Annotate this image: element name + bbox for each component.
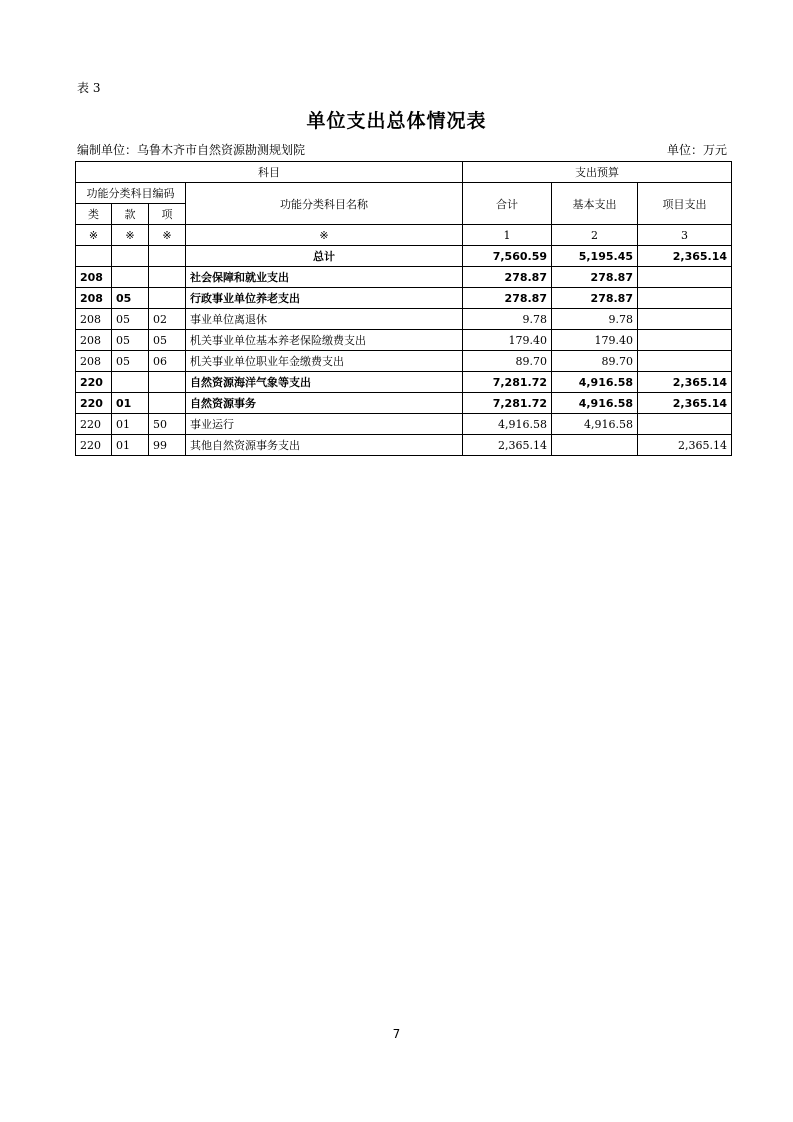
code-xiang	[149, 288, 186, 309]
code-lei: 220	[76, 414, 112, 435]
page-number: 7	[392, 1027, 401, 1041]
table-row	[76, 414, 732, 435]
code-kuan: 05	[112, 288, 149, 309]
subject-name: 机关事业单位基本养老保险缴费支出	[186, 330, 463, 351]
subject-name: 其他自然资源事务支出	[186, 435, 463, 456]
total-value: 7,281.72	[463, 393, 552, 414]
project-value	[638, 309, 732, 330]
project-value	[638, 267, 732, 288]
code-xiang	[149, 372, 186, 393]
code-kuan: 01	[112, 435, 149, 456]
code-xiang: 99	[149, 435, 186, 456]
total-value: 7,281.72	[463, 372, 552, 393]
total-value: 278.87	[463, 288, 552, 309]
mark-cell: ※	[149, 225, 186, 246]
code-kuan: 05	[112, 309, 149, 330]
total-value: 9.78	[463, 309, 552, 330]
project-value	[638, 288, 732, 309]
total-value: 7,560.59	[463, 246, 552, 267]
code-kuan	[112, 372, 149, 393]
basic-value: 4,916.58	[552, 393, 638, 414]
header-row-4	[76, 225, 732, 246]
code-xiang	[149, 246, 186, 267]
project-value	[638, 351, 732, 372]
code-lei: 220	[76, 393, 112, 414]
total-value: 4,916.58	[463, 414, 552, 435]
project-value: 2,365.14	[638, 435, 732, 456]
document-title: 单位支出总体情况表	[306, 110, 487, 132]
header-total: 合计	[463, 183, 552, 225]
project-value: 2,365.14	[638, 372, 732, 393]
table-row	[76, 435, 732, 456]
code-lei: 220	[76, 372, 112, 393]
basic-value: 89.70	[552, 351, 638, 372]
table-row	[76, 309, 732, 330]
basic-value: 5,195.45	[552, 246, 638, 267]
currency-unit: 单位：万元	[666, 143, 727, 157]
code-xiang: 50	[149, 414, 186, 435]
code-xiang	[149, 393, 186, 414]
code-lei: 208	[76, 351, 112, 372]
compiling-unit: 编制单位：乌鲁木齐市自然资源勘测规划院	[77, 143, 306, 157]
code-kuan	[112, 246, 149, 267]
basic-value: 278.87	[552, 288, 638, 309]
subject-name: 总计	[186, 246, 463, 267]
header-xiang: 项	[149, 204, 186, 225]
basic-value: 179.40	[552, 330, 638, 351]
table-row	[76, 372, 732, 393]
code-kuan: 05	[112, 351, 149, 372]
total-value: 2,365.14	[463, 435, 552, 456]
column-number-3: 3	[638, 225, 732, 246]
code-lei: 208	[76, 309, 112, 330]
code-xiang: 05	[149, 330, 186, 351]
code-lei	[76, 246, 112, 267]
basic-value: 4,916.58	[552, 372, 638, 393]
subject-name: 社会保障和就业支出	[186, 267, 463, 288]
table-row	[76, 351, 732, 372]
table-row	[76, 393, 732, 414]
table-row	[76, 330, 732, 351]
subject-name: 事业单位离退休	[186, 309, 463, 330]
expenditure-table	[75, 161, 732, 456]
project-value	[638, 414, 732, 435]
table-label: 表 3	[77, 81, 101, 95]
code-lei: 208	[76, 267, 112, 288]
header-row-2	[76, 183, 732, 204]
code-lei: 208	[76, 330, 112, 351]
subject-name: 行政事业单位养老支出	[186, 288, 463, 309]
header-subject-name: 功能分类科目名称	[186, 183, 463, 225]
code-kuan: 01	[112, 393, 149, 414]
code-lei: 208	[76, 288, 112, 309]
project-value: 2,365.14	[638, 393, 732, 414]
table-row	[76, 267, 732, 288]
subject-name: 自然资源事务	[186, 393, 463, 414]
header-project: 项目支出	[638, 183, 732, 225]
mark-cell: ※	[76, 225, 112, 246]
header-budget: 支出预算	[463, 162, 732, 183]
header-row-1	[76, 162, 732, 183]
code-lei: 220	[76, 435, 112, 456]
subject-name: 自然资源海洋气象等支出	[186, 372, 463, 393]
project-value: 2,365.14	[638, 246, 732, 267]
code-xiang	[149, 267, 186, 288]
total-value: 89.70	[463, 351, 552, 372]
subject-name: 机关事业单位职业年金缴费支出	[186, 351, 463, 372]
code-kuan	[112, 267, 149, 288]
mark-cell: ※	[186, 225, 463, 246]
project-value	[638, 330, 732, 351]
code-kuan: 05	[112, 330, 149, 351]
total-value: 179.40	[463, 330, 552, 351]
table-row-grand-total	[76, 246, 732, 267]
basic-value	[552, 435, 638, 456]
column-number-2: 2	[552, 225, 638, 246]
subject-name: 事业运行	[186, 414, 463, 435]
code-xiang: 06	[149, 351, 186, 372]
mark-cell: ※	[112, 225, 149, 246]
total-value: 278.87	[463, 267, 552, 288]
header-code-group: 功能分类科目编码	[76, 183, 186, 204]
table-row	[76, 288, 732, 309]
code-xiang: 02	[149, 309, 186, 330]
header-basic: 基本支出	[552, 183, 638, 225]
basic-value: 9.78	[552, 309, 638, 330]
column-number-1: 1	[463, 225, 552, 246]
basic-value: 4,916.58	[552, 414, 638, 435]
basic-value: 278.87	[552, 267, 638, 288]
header-subject: 科目	[76, 162, 463, 183]
header-lei: 类	[76, 204, 112, 225]
header-kuan: 款	[112, 204, 149, 225]
code-kuan: 01	[112, 414, 149, 435]
